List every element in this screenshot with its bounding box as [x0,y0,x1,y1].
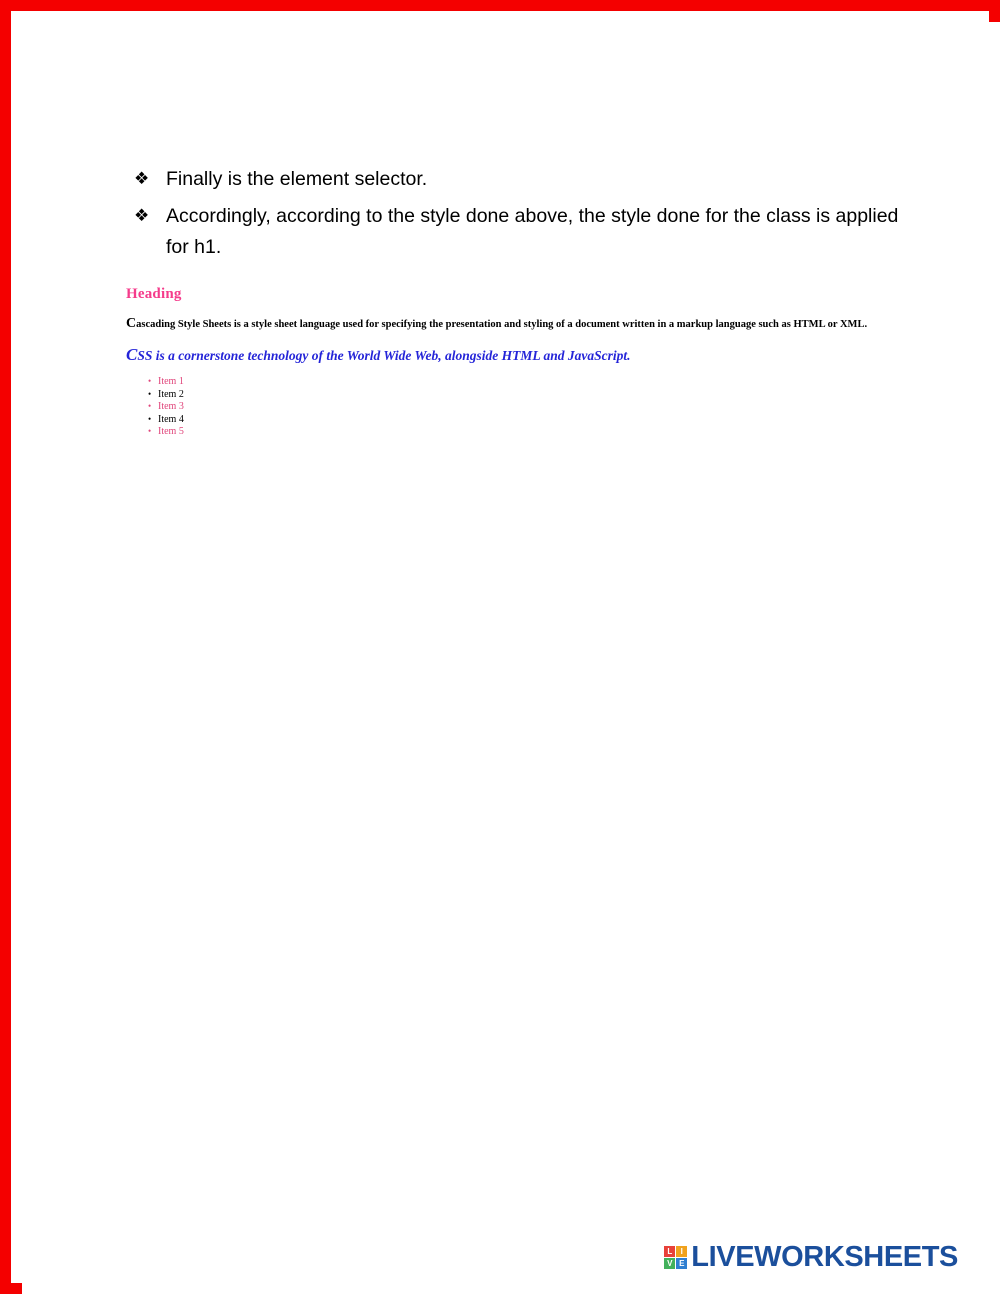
logo-tile-e: E [676,1258,687,1269]
worksheet-sheet [22,22,1000,1294]
list-item: • Item 1 [148,376,926,389]
bullet-text: Accordingly, according to the style done above, the style done for the class is applied for h1. [166,205,899,258]
logo-tile-i: I [676,1246,687,1257]
diamond-bullet-icon: ❖ [134,206,150,225]
list-item: • Item 2 [148,389,926,402]
demo-paragraph-one-text: ascading Style Sheets is a style sheet language used for specifying the presentation and styling of a document written in a markup language such as HTML or XML. [136,319,868,330]
instruction-bullet-list [134,164,904,269]
css-demo-block [126,286,926,439]
bullet-text: Finally is the element selector. [166,168,428,190]
list-item [134,164,904,195]
drop-cap-two: C [126,345,138,364]
drop-cap: C [126,316,137,331]
watermark-text: LIVEWORKSHEETS [691,1241,958,1273]
list-item: • Item 3 [148,401,926,414]
demo-paragraph-two [126,346,926,364]
list-item [134,201,904,263]
liveworksheets-logo-icon [664,1246,687,1269]
logo-tile-v: V [664,1258,675,1269]
list-item: • Item 5 [148,426,926,439]
demo-paragraph-one [126,317,926,332]
demo-heading: Heading [126,286,182,302]
diamond-bullet-icon: ❖ [134,169,150,188]
liveworksheets-watermark [664,1241,958,1274]
logo-tile-l: L [664,1246,675,1257]
demo-item-list [126,376,926,439]
demo-paragraph-two-text: SS is a cornerstone technology of the World Wide Web, alongside HTML and JavaScript. [137,348,631,363]
list-item: • Item 4 [148,414,926,427]
